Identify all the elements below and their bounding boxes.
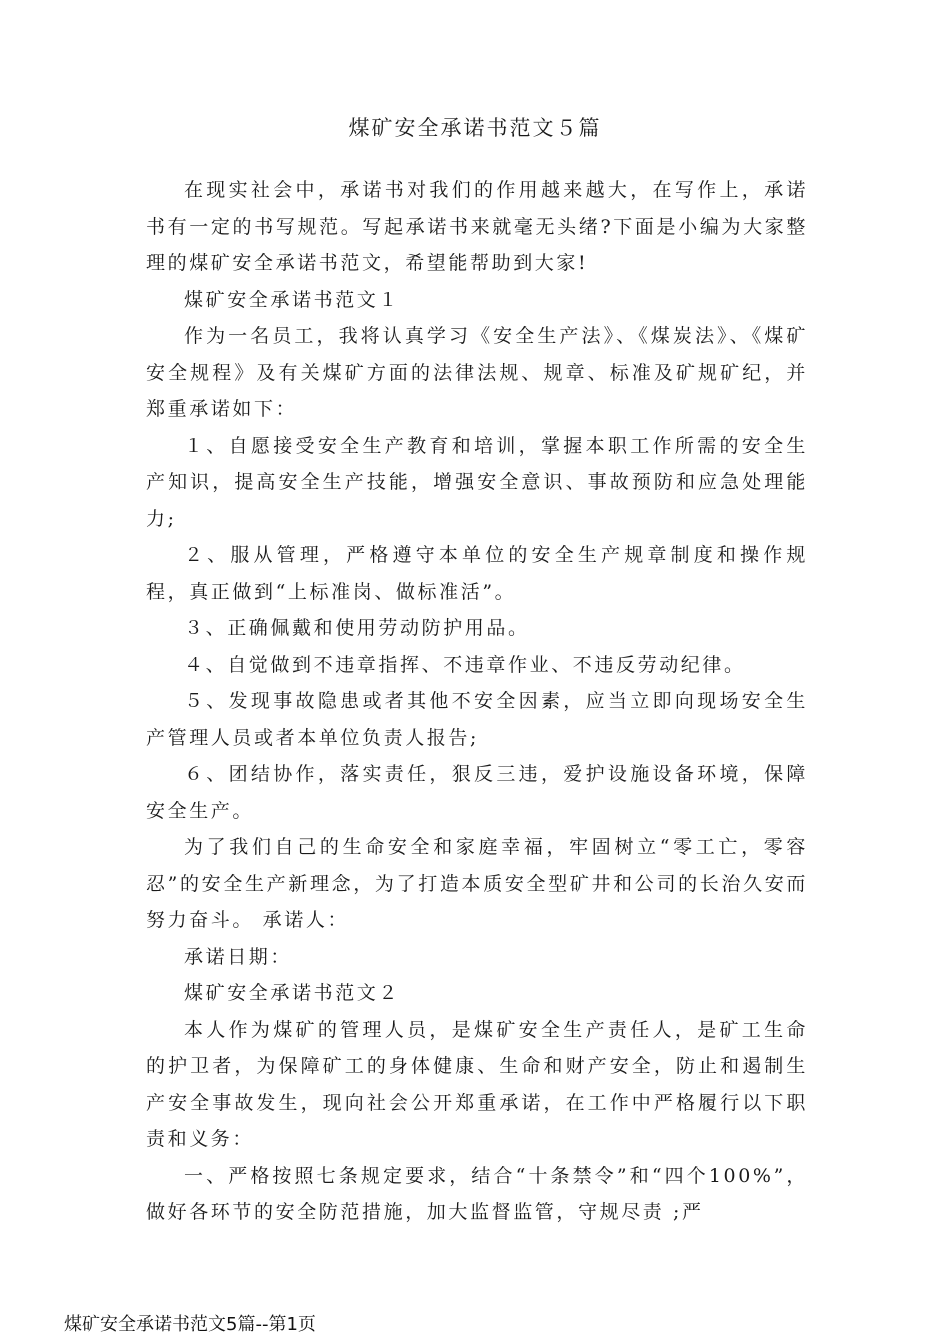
list-item: １、自愿接受安全生产教育和培训，掌握本职工作所需的安全生产知识，提高安全生产技能，增强安全意识、事故预防和应急处理能力;	[146, 434, 808, 530]
list-item: ２、服从管理，严格遵守本单位的安全生产规章制度和操作规程，真正做到“上标准岗、做标准活”。	[146, 544, 808, 603]
list-item: ３、正确佩戴和使用劳动防护用品。	[184, 617, 530, 639]
section-heading-2: 煤矿安全承诺书范文２	[184, 982, 401, 1004]
section-heading-1: 煤矿安全承诺书范文１	[184, 288, 401, 311]
paragraph: 一、严格按照七条规定要求，结合“十条禁令”和“四个100%”，做好各环节的安全防范措施，加大监督监管，守规尽责 ;严	[146, 1164, 808, 1223]
paragraph: 本人作为煤矿的管理人员，是煤矿安全生产责任人，是矿工生命的护卫者，为保障矿工的身体健康、生命和财产安全，防止和遏制生产安全事故发生，现向社会公开郑重承诺，在工作中严格履行以下职责和义务：	[146, 1018, 808, 1150]
intro-paragraph: 在现实社会中，承诺书对我们的作用越来越大，在写作上，承诺书有一定的书写规范。写起承诺书来就毫无头绪?下面是小编为大家整理的煤矿安全承诺书范文，希望能帮助到大家!	[146, 179, 808, 274]
document-title: 煤矿安全承诺书范文５篇	[348, 116, 602, 140]
list-item: ６、团结协作，落实责任，狠反三违，爱护设施设备环境，保障安全生产。	[146, 763, 808, 822]
paragraph: 作为一名员工，我将认真学习《安全生产法》、《煤炭法》、《煤矿安全规程》及有关煤矿方面的法律法规、规章、标准及矿规矿纪，并郑重承诺如下：	[146, 325, 808, 420]
date-line: 承诺日期：	[184, 945, 293, 968]
page-footer: 煤矿安全承诺书范文5篇--第1页	[64, 1314, 316, 1335]
list-item: ５、发现事故隐患或者其他不安全因素，应当立即向现场安全生产管理人员或者本单位负责人报告;	[146, 690, 808, 749]
document-body	[146, 172, 808, 1231]
paragraph: 为了我们自己的生命安全和家庭幸福，牢固树立“零工亡，零容忍”的安全生产新理念，为了打造本质安全型矿井和公司的长治久安而努力奋斗。 承诺人：	[146, 836, 808, 931]
list-item: ４、自觉做到不违章指挥、不违章作业、不违反劳动纪律。	[184, 653, 746, 676]
